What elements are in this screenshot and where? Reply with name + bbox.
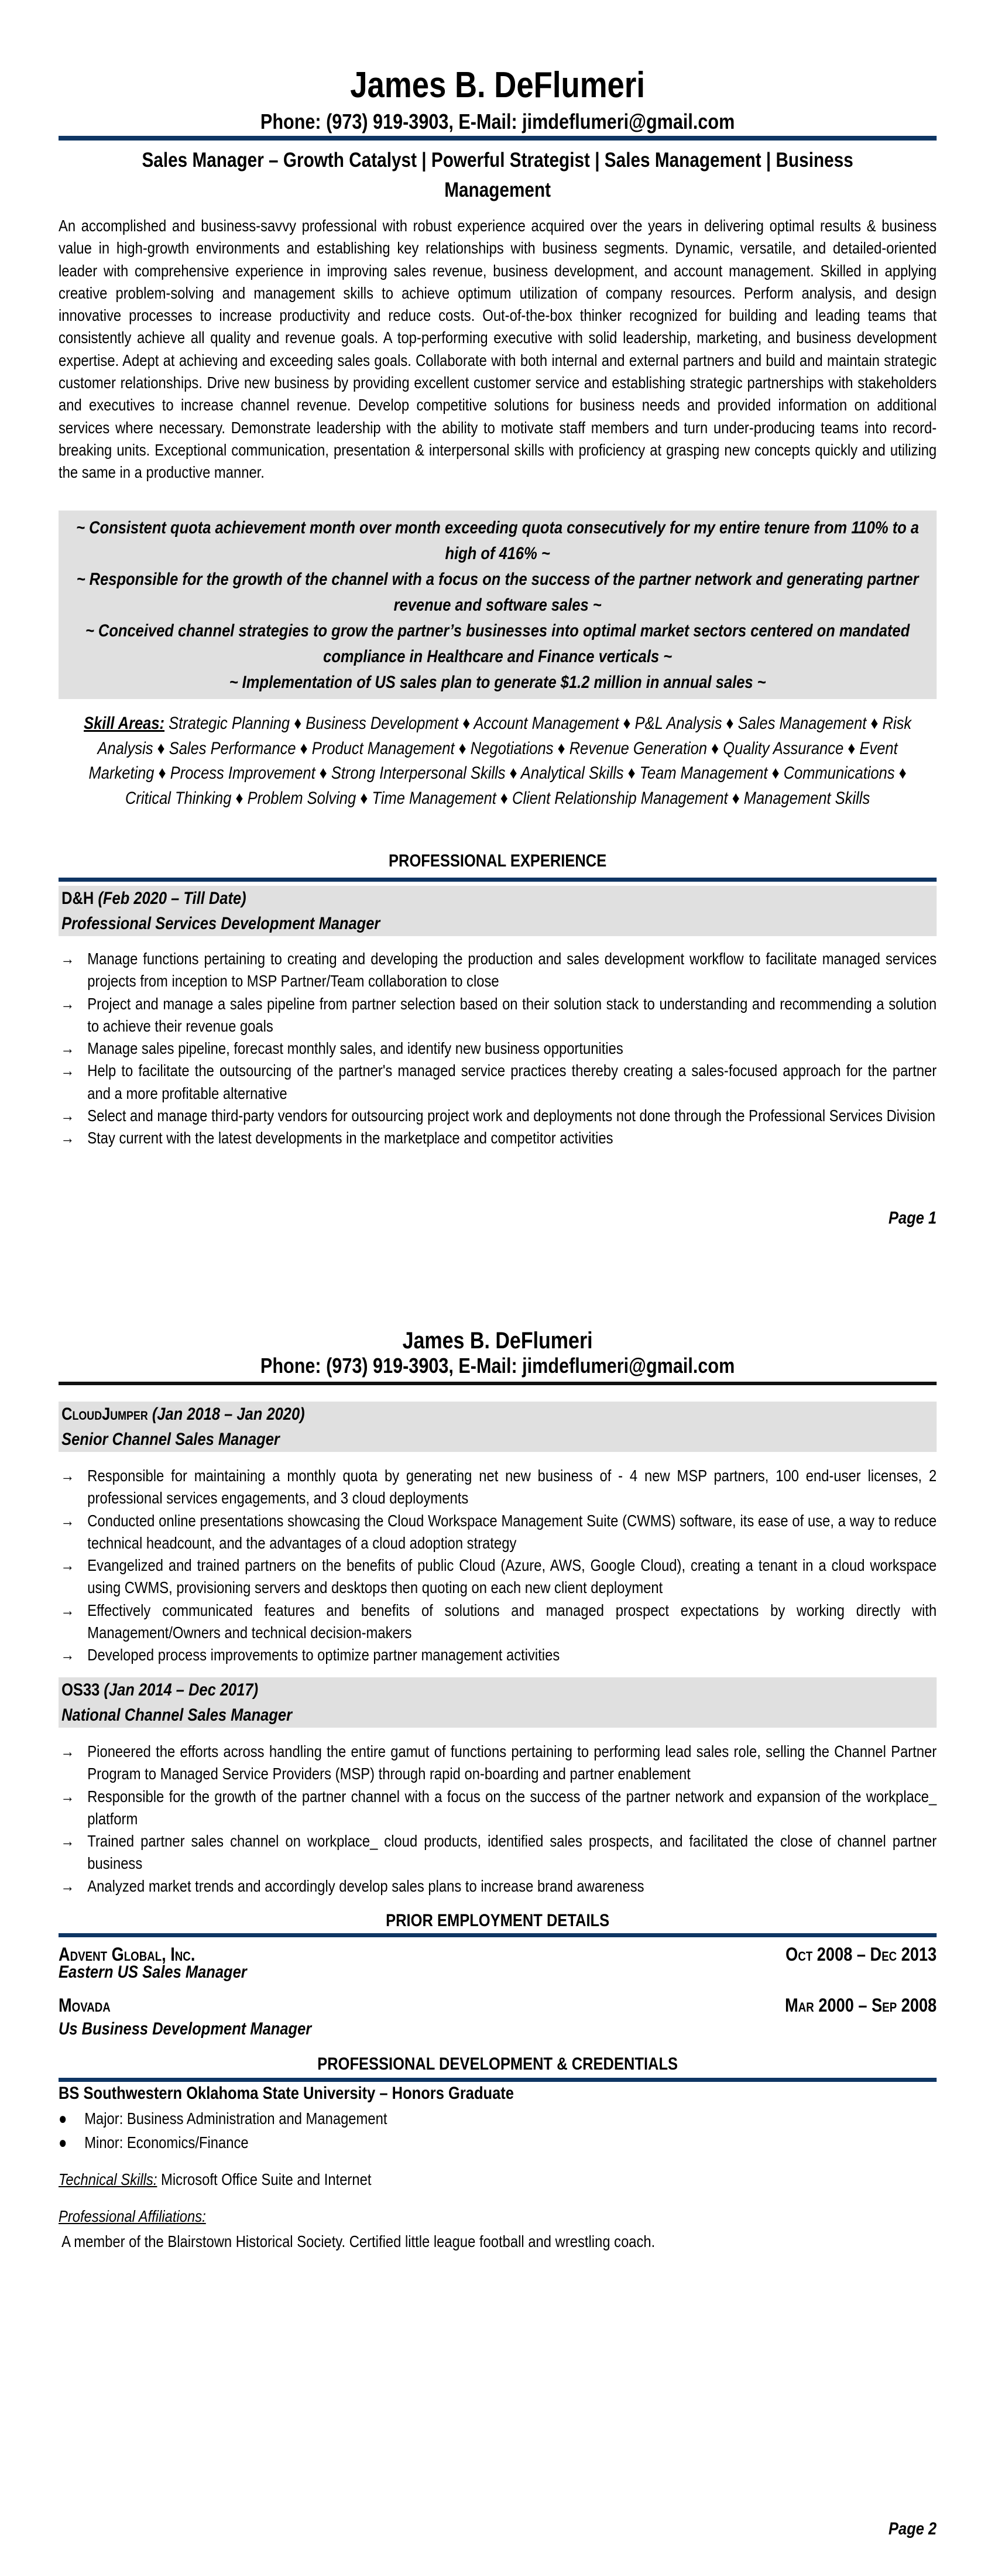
skill-separator-icon: ♦ bbox=[711, 738, 719, 758]
job-company: CloudJumper bbox=[61, 1405, 148, 1424]
job-bullet-text: Trained partner sales channel on workplace_ cloud products, identified sales prospects, and facilitated the close of channel partner business bbox=[87, 1832, 937, 1873]
job-bullet-text: Pioneered the efforts across handling the entire gamut of functions pertaining to performing lead sales role, selling the Channel Partner Program to Managed Service Providers (MSP) through rapid on-boarding and partner enablement bbox=[87, 1742, 937, 1783]
skill-separator-icon: ♦ bbox=[870, 714, 879, 733]
arrow-bullet-icon: → bbox=[60, 1061, 75, 1080]
skill-separator-icon: ♦ bbox=[557, 738, 565, 758]
candidate-name: James B. DeFlumeri bbox=[350, 65, 646, 105]
arrow-bullet-icon: → bbox=[60, 1876, 75, 1895]
job-header bbox=[59, 886, 936, 936]
skill-separator-icon: ♦ bbox=[158, 763, 166, 783]
skill-item: Strong Interpersonal Skills bbox=[331, 763, 506, 783]
skill-areas bbox=[59, 711, 936, 811]
prior-title: Eastern US Sales Manager bbox=[59, 1962, 247, 1982]
skill-item: Risk Analysis bbox=[97, 714, 912, 758]
skill-separator-icon: ♦ bbox=[848, 738, 856, 758]
job-title: Professional Services Development Manager bbox=[61, 914, 380, 933]
skill-item: Account Management bbox=[474, 714, 619, 733]
affiliations-text: A member of the Blairstown Historical Society. Certified little league football and wrestling coach. bbox=[61, 2232, 656, 2250]
skill-item: Business Development bbox=[306, 714, 459, 733]
job-bullet-text: Conducted online presentations showcasing the Cloud Workspace Management Suite (CWMS) software, its ease of use, a way to reduce technical headcount, and the advantages of a cloud adoption strategy bbox=[87, 1511, 937, 1552]
job-bullet bbox=[59, 1037, 936, 1060]
highlight-item: ~ Implementation of US sales plan to generate $1.2 million in annual sales ~ bbox=[229, 673, 766, 692]
section-rule bbox=[59, 2078, 936, 2082]
arrow-bullet-icon: → bbox=[60, 994, 75, 1013]
prior-company: Advent Global, Inc. bbox=[59, 1944, 195, 1965]
prior-dates: Mar 2000 – Sep 2008 bbox=[785, 1995, 937, 2016]
job-bullet-text: Effectively communicated features and benefits of solutions and managed prospect expectations by working directly with Management/Owners and technical decision-makers bbox=[87, 1601, 937, 1642]
job-bullet-text: Project and manage a sales pipeline from partner selection based on their solution stack to understanding and recommending a solution to achieve their revenue goals bbox=[87, 994, 937, 1035]
job-bullet bbox=[59, 1599, 936, 1645]
job-header bbox=[59, 1677, 936, 1728]
section-heading-experience: PROFESSIONAL EXPERIENCE bbox=[389, 851, 607, 871]
degree-item bbox=[59, 2131, 936, 2154]
skill-separator-icon: ♦ bbox=[458, 738, 466, 758]
section-heading-prior: PRIOR EMPLOYMENT DETAILS bbox=[386, 1911, 610, 1930]
skill-areas-label: Skill Areas: bbox=[84, 714, 165, 733]
skill-item: Negotiations bbox=[470, 738, 554, 758]
job-bullet-text: Manage functions pertaining to creating and developing the production and sales development workflow to facilitate managed services projects from inception to MSP Partner/Team collaboration to close bbox=[87, 950, 937, 991]
skill-separator-icon: ♦ bbox=[319, 763, 327, 783]
job-bullet bbox=[59, 1554, 936, 1599]
contact-line: Phone: (973) 919-3903, E-Mail: jimdeflumeri@gmail.com bbox=[260, 109, 735, 133]
job-bullet bbox=[59, 1465, 936, 1510]
skill-separator-icon: ♦ bbox=[235, 788, 243, 808]
skill-item: Problem Solving bbox=[247, 788, 356, 808]
technical-skills-value: Microsoft Office Suite and Internet bbox=[157, 2170, 372, 2188]
degree-item-text: Major: Business Administration and Management bbox=[84, 2109, 387, 2128]
affiliations-label-row bbox=[59, 2205, 936, 2228]
bullet-icon: ● bbox=[59, 2109, 67, 2128]
job-bullets bbox=[59, 948, 936, 1150]
arrow-bullet-icon: → bbox=[60, 950, 75, 968]
skill-separator-icon: ♦ bbox=[898, 763, 907, 783]
degree: BS Southwestern Oklahoma State University – Honors Graduate bbox=[59, 2084, 514, 2103]
skill-item: Analytical Skills bbox=[520, 763, 624, 783]
job-bullets bbox=[59, 1465, 936, 1667]
prior-company: Movada bbox=[59, 1995, 111, 2016]
skill-separator-icon: ♦ bbox=[726, 714, 734, 733]
skill-item: Product Management bbox=[311, 738, 455, 758]
job-bullet bbox=[59, 1786, 936, 1831]
arrow-bullet-icon: → bbox=[60, 1467, 75, 1485]
technical-skills-label: Technical Skills: bbox=[59, 2170, 157, 2188]
skill-item: Sales Performance bbox=[169, 738, 296, 758]
contact-line: Phone: (973) 919-3903, E-Mail: jimdeflumeri@gmail.com bbox=[260, 1354, 735, 1378]
job-bullets bbox=[59, 1741, 936, 1897]
job-bullet bbox=[59, 993, 936, 1038]
skill-separator-icon: ♦ bbox=[300, 738, 308, 758]
skill-separator-icon: ♦ bbox=[462, 714, 471, 733]
arrow-bullet-icon: → bbox=[60, 1742, 75, 1760]
arrow-bullet-icon: → bbox=[60, 1129, 75, 1147]
job-bullet-text: Responsible for maintaining a monthly quota by generating net new business of - 4 new MSP partners, 100 end-user licenses, 2 professional services engagements, and 3 cloud deployments bbox=[87, 1467, 937, 1508]
skill-item: Communications bbox=[783, 763, 895, 783]
job-title: Senior Channel Sales Manager bbox=[61, 1430, 280, 1449]
prior-job bbox=[59, 1995, 936, 2043]
job-title: National Channel Sales Manager bbox=[61, 1705, 293, 1725]
header-rule bbox=[59, 1382, 936, 1385]
job-bullet-text: Analyzed market trends and accordingly develop sales plans to increase brand awareness bbox=[87, 1876, 644, 1895]
job-bullet-text: Help to facilitate the outsourcing of the partner's managed service practices thereby creating a sales-focused approach for the partner and a more profitable alternative bbox=[87, 1061, 937, 1102]
job-bullet bbox=[59, 1830, 936, 1875]
degree-item-text: Minor: Economics/Finance bbox=[84, 2133, 249, 2152]
job-bullet-text: Manage sales pipeline, forecast monthly sales, and identify new business opportunities bbox=[87, 1039, 623, 1058]
technical-skills bbox=[59, 2168, 936, 2191]
section-rule bbox=[59, 878, 936, 882]
skill-separator-icon: ♦ bbox=[627, 763, 636, 783]
job-bullet-text: Evangelized and trained partners on the benefits of public Cloud (Azure, AWS, Google Cloud), creating a tenant in a cloud workspace using CWMS, provisioning servers and desktops then quoting on each new client deployment bbox=[87, 1556, 937, 1597]
header-rule bbox=[59, 136, 936, 141]
skill-item: Quality Assurance bbox=[723, 738, 844, 758]
bullet-icon: ● bbox=[59, 2133, 67, 2152]
skill-separator-icon: ♦ bbox=[294, 714, 302, 733]
job-header bbox=[59, 1402, 936, 1452]
highlight-item: ~ Responsible for the growth of the channel with a focus on the success of the partner network and generating partner revenue and software sales ~ bbox=[76, 570, 919, 615]
job-bullet bbox=[59, 1741, 936, 1786]
arrow-bullet-icon: → bbox=[60, 1107, 75, 1125]
skill-item: Critical Thinking bbox=[125, 788, 232, 808]
page-number: Page 2 bbox=[888, 2519, 937, 2539]
skill-item: Client Relationship Management bbox=[512, 788, 728, 808]
job-bullet bbox=[59, 948, 936, 993]
skill-item: Strategic Planning bbox=[169, 714, 290, 733]
job-bullet bbox=[59, 1510, 936, 1555]
arrow-bullet-icon: → bbox=[60, 1787, 75, 1806]
prior-job bbox=[59, 1944, 936, 1980]
job-bullet bbox=[59, 1644, 936, 1666]
highlights-box bbox=[59, 511, 936, 699]
job-bullet-text: Select and manage third-party vendors for outsourcing project work and deployments not done through the Professional Services Division bbox=[87, 1107, 935, 1125]
skill-item: Time Management bbox=[372, 788, 496, 808]
arrow-bullet-icon: → bbox=[60, 1556, 75, 1575]
job-dates: (Feb 2020 – Till Date) bbox=[98, 889, 246, 908]
arrow-bullet-icon: → bbox=[60, 1039, 75, 1058]
skill-separator-icon: ♦ bbox=[771, 763, 780, 783]
summary-paragraph: An accomplished and business-savvy professional with robust experience acquired over the years in delivering optimal results & business value in high-growth environments and establishing key relationships with business segments. Dynamic, versatile, and detailed-oriented leader with comprehensive experience in improving sales revenue, business development, and account management. Skilled in applying creative problem-solving and management skills to achieve optimum utilization of company resources. Perform analysis, and design innovative processes to increase productivity and reduce costs. Out-of-the-box thinker recognized for building and leading teams that consistently achieve all quality and revenue goals. A top-performing executive with solid leadership, marketing, and business development expertise. Adept at achieving and exceeding sales goals. Collaborate with both internal and external partners and build and maintain strategic customer relationships. Drive new business by providing excellent customer service and establishing strategic partnerships with stakeholders and executives to increase channel revenue. Develop competitive solutions for business needs and provided information on additional services where necessary. Demonstrate leadership with the ability to motivate staff members and turn under-producing teams into record-breaking units. Exceptional communication, presentation & interpersonal skills with proficiency at grasping new concepts quickly and utilizing the same in a productive manner. bbox=[59, 217, 937, 482]
skill-separator-icon: ♦ bbox=[360, 788, 368, 808]
job-bullet bbox=[59, 1127, 936, 1149]
job-bullet bbox=[59, 1875, 936, 1897]
affiliations-label: Professional Affiliations: bbox=[59, 2207, 206, 2225]
job-company: OS33 bbox=[61, 1680, 100, 1700]
arrow-bullet-icon: → bbox=[60, 1832, 75, 1851]
arrow-bullet-icon: → bbox=[60, 1601, 75, 1619]
skill-item: Sales Management bbox=[737, 714, 867, 733]
arrow-bullet-icon: → bbox=[60, 1646, 75, 1664]
skill-item: Team Management bbox=[639, 763, 768, 783]
headline: Sales Manager – Growth Catalyst | Powerful Strategist | Sales Management | Business Management bbox=[142, 149, 853, 201]
skill-separator-icon: ♦ bbox=[509, 763, 517, 783]
job-bullet-text: Stay current with the latest developments in the marketplace and competitor activities bbox=[87, 1129, 613, 1147]
skill-separator-icon: ♦ bbox=[623, 714, 631, 733]
job-bullet bbox=[59, 1105, 936, 1127]
section-heading-credentials: PROFESSIONAL DEVELOPMENT & CREDENTIALS bbox=[317, 2054, 678, 2074]
highlight-item: ~ Conceived channel strategies to grow the partner’s businesses into optimal market sectors centered on mandated compliance in Healthcare and Finance verticals ~ bbox=[85, 621, 910, 666]
highlight-item: ~ Consistent quota achievement month over month exceeding quota consecutively for my entire tenure from 110% to a high of 416% ~ bbox=[76, 518, 919, 563]
skill-separator-icon: ♦ bbox=[157, 738, 165, 758]
job-dates: (Jan 2018 – Jan 2020) bbox=[152, 1405, 305, 1424]
prior-dates: Oct 2008 – Dec 2013 bbox=[785, 1944, 937, 1965]
arrow-bullet-icon: → bbox=[60, 1511, 75, 1530]
skill-separator-icon: ♦ bbox=[732, 788, 740, 808]
section-rule bbox=[59, 1933, 936, 1937]
skill-item: Revenue Generation bbox=[569, 738, 708, 758]
skill-item: Management Skills bbox=[743, 788, 870, 808]
job-bullet-text: Developed process improvements to optimize partner management activities bbox=[87, 1646, 560, 1664]
prior-title: Us Business Development Manager bbox=[59, 2019, 312, 2039]
page-number: Page 1 bbox=[888, 1208, 937, 1228]
job-bullet-text: Responsible for the growth of the partner channel with a focus on the success of the partner network and expansion of the workplace_ platform bbox=[87, 1787, 937, 1828]
skill-separator-icon: ♦ bbox=[500, 788, 508, 808]
job-dates: (Jan 2014 – Dec 2017) bbox=[104, 1680, 259, 1700]
degree-item bbox=[59, 2107, 936, 2130]
job-company: D&H bbox=[61, 889, 94, 908]
candidate-name: James B. DeFlumeri bbox=[402, 1328, 593, 1354]
skill-item: P&L Analysis bbox=[634, 714, 722, 733]
job-bullet bbox=[59, 1060, 936, 1105]
skill-item: Process Improvement bbox=[170, 763, 315, 783]
skill-item: Event Marketing bbox=[88, 738, 898, 783]
resume-document bbox=[59, 0, 936, 2576]
